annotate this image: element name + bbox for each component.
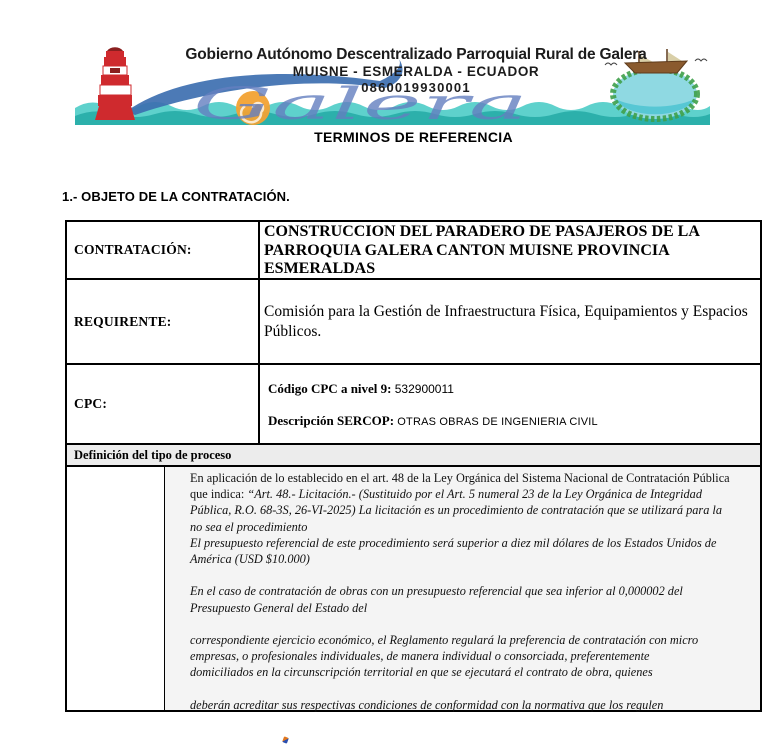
stray-pen-mark	[282, 736, 289, 743]
org-ruc-number: 0860019930001	[361, 79, 471, 95]
org-name: Gobierno Autónomo Descentralizado Parroquial Rural de Galera	[185, 46, 647, 63]
paragraph-line	[190, 680, 769, 696]
paragraph-line: El presupuesto referencial de este procedimiento será superior a diez mil dólares de los Estados Unidos de	[190, 535, 717, 550]
table-row-cpc	[67, 365, 760, 445]
paragraph-line: correspondiente ejercicio económico, el Reglamento regulará la preferencia de contratación con micro	[190, 632, 699, 647]
paragraph-line: deberán acreditar sus respectivas condiciones de conformidad con la normativa que los regulen	[190, 697, 664, 712]
paragraph-line: Presupuesto General del Estado del	[190, 600, 368, 615]
requirente-value-cell: Comisión para la Gestión de Infraestructura Física, Equipamientos y Espacios Públicos.	[264, 303, 748, 340]
paragraph-line: no sea el procedimiento	[190, 519, 308, 534]
contratacion-label-cell: CONTRATACIÓN:	[67, 222, 260, 278]
cpc-desc-label: Descripción SERCOP:	[268, 413, 395, 428]
section-1-heading: 1.- OBJETO DE LA CONTRATACIÓN.	[62, 189, 290, 204]
table-row-process-content	[67, 467, 760, 710]
process-heading-label: Definición del tipo de proceso	[74, 448, 232, 462]
paragraph-line	[190, 567, 769, 583]
cpc-code-line	[268, 381, 454, 397]
cpc-code-label: Código CPC a nivel 9:	[268, 381, 392, 396]
galera-script-text: Galera	[193, 79, 528, 125]
document-title: TERMINOS DE REFERENCIA	[314, 129, 513, 145]
cpc-desc-value: OTRAS OBRAS DE INGENIERIA CIVIL	[397, 416, 598, 428]
table-row-contratacion	[67, 222, 760, 280]
cpc-label-cell: CPC:	[67, 365, 260, 443]
paragraph-line: En aplicación de lo establecido en el art. 48 de la Ley Orgánica del Sistema Nacional de Contratación Pública	[190, 471, 730, 485]
cpc-code-value: 532900011	[394, 382, 454, 396]
process-paragraph-lines	[190, 470, 769, 713]
cpc-value-cell	[260, 365, 760, 443]
contratacion-value-cell: CONSTRUCCION DEL PARADERO DE PASAJEROS DE LA PARROQUIA GALERA CANTON MUISNE PROVINCIA ESMERALDAS	[264, 223, 700, 277]
org-location: MUISNE - ESMERALDA - ECUADOR	[292, 64, 540, 80]
paragraph-line	[190, 616, 769, 632]
table-row-requirente	[67, 280, 760, 365]
cpc-desc-line	[268, 413, 598, 429]
paragraph-line: En el caso de contratación de obras con un presupuesto referencial que sea inferior al 0,000002 del	[190, 584, 683, 599]
contract-table	[65, 220, 762, 712]
paragraph-line: domiciliados en la circunscripción territorial en que se ejecutará el contrato de obra, quienes	[190, 665, 653, 680]
letterhead-text	[120, 46, 712, 95]
paragraph-line: Pública, R.O. 68-3S, 26-VI-2025) La licitación es un procedimiento de contratación que se utilizará para la	[190, 503, 722, 518]
paragraph-line: empresas, o profesionales individuales, de manera individual o consorciada, preferentemente	[190, 649, 650, 664]
paragraph-line: América (USD $10.000)	[190, 551, 310, 566]
letterhead-banner	[75, 45, 710, 125]
requirente-label-cell: REQUIRENTE:	[67, 280, 260, 363]
paragraph-line: que indica: “Art. 48.- Licitación.- (Sustituido por el Art. 5 numeral 23 de la Ley Orgánica de Integridad	[190, 487, 702, 502]
process-content-left-cell	[67, 467, 165, 710]
table-row-process-heading	[67, 445, 760, 467]
